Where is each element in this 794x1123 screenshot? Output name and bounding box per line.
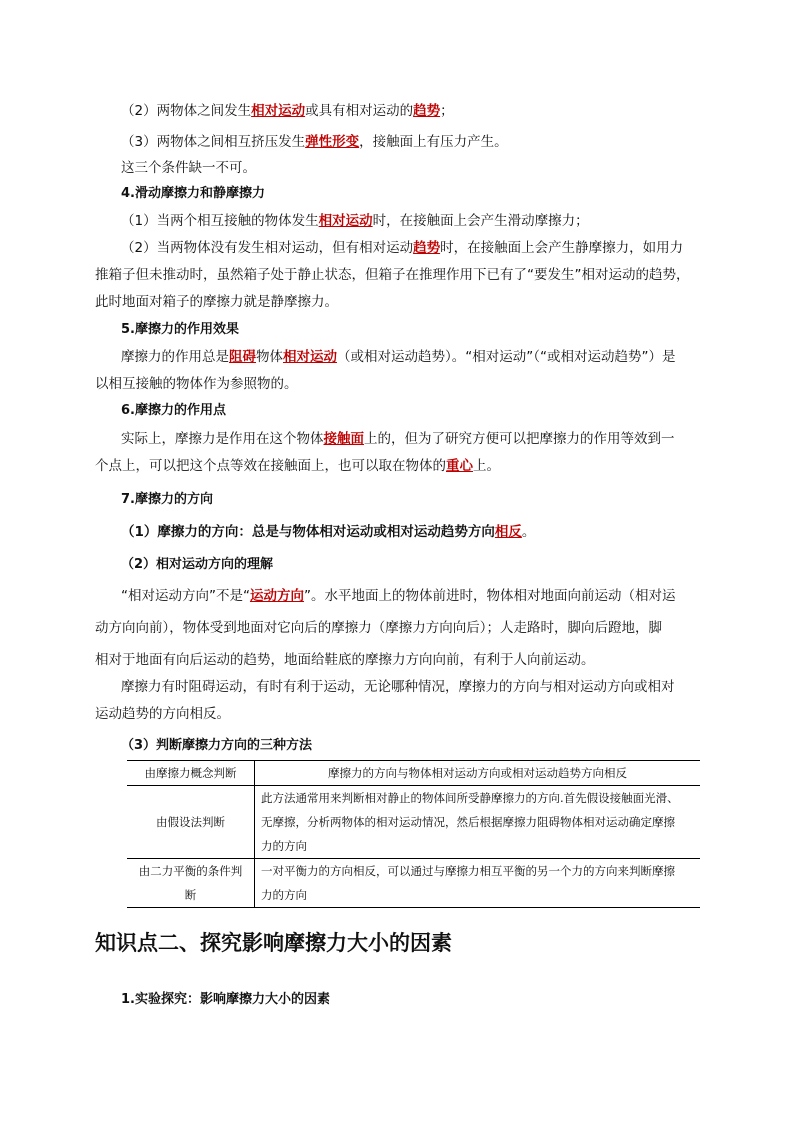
table-row bbox=[127, 786, 700, 859]
text: ，接触面上有压力产生。 bbox=[359, 134, 508, 150]
desc-line: 此方法通常用来判断相对静止的物体间所受静摩擦力的方向.首先假设接触面光滑、 bbox=[261, 791, 679, 805]
desc-line: 力的方向 bbox=[261, 839, 307, 853]
s6-line2 bbox=[95, 456, 705, 476]
text: “相对运动方向”不是“ bbox=[121, 588, 250, 604]
s7-d2-line4: 摩擦力有时阻碍运动，有时有利于运动，无论哪种情况，摩擦力的方向与相对运动方向或相对 bbox=[121, 679, 675, 695]
section-5-title: 5.摩擦力的作用效果 bbox=[121, 322, 239, 337]
s7-direction-2-title: （2）相对运动方向的理解 bbox=[121, 557, 274, 572]
method-desc bbox=[255, 859, 701, 908]
section-7-title: 7.摩擦力的方向 bbox=[121, 492, 213, 507]
section-4-title: 4.滑动摩擦力和静摩擦力 bbox=[121, 186, 265, 201]
name-line: 由二力平衡的条件判 bbox=[138, 864, 243, 878]
text: 物体 bbox=[256, 349, 283, 365]
keyword-relative-motion: 相对运动 bbox=[283, 349, 337, 365]
s7-direction-3-title: （3）判断摩擦力方向的三种方法 bbox=[121, 738, 313, 753]
text: （1）摩擦力的方向：总是与物体相对运动或相对运动趋势方向 bbox=[121, 524, 495, 540]
s7-d2-line1 bbox=[121, 586, 731, 606]
method-name bbox=[127, 859, 255, 908]
s7-d2-line2: 动方向向前），物体受到地面对它向后的摩擦力（摩擦力方向向后）；人走路时，脚向后蹬地，脚 bbox=[95, 620, 662, 636]
text: （2）当两物体没有发生相对运动，但有相对运动 bbox=[121, 240, 414, 256]
condition-3 bbox=[121, 132, 731, 152]
keyword-relative-motion: 相对运动 bbox=[251, 103, 306, 119]
method-desc: 摩擦力的方向与物体相对运动方向或相对运动趋势方向相反 bbox=[255, 761, 701, 786]
experiment-subtitle: 1.实验探究：影响摩擦力大小的因素 bbox=[121, 992, 330, 1007]
text: （2）两物体之间发生 bbox=[121, 103, 252, 119]
methods-table bbox=[127, 760, 700, 908]
s7-direction-1 bbox=[121, 522, 731, 542]
knowledge-point-2-title: 知识点二、探究影响摩擦力大小的因素 bbox=[95, 931, 452, 955]
text: 或具有相对运动的 bbox=[305, 103, 414, 119]
text: 个点上，可以把这个点等效在接触面上，也可以取在物体的 bbox=[95, 458, 446, 474]
desc-line: 力的方向 bbox=[261, 888, 307, 902]
text: 。 bbox=[521, 524, 536, 540]
method-desc bbox=[255, 786, 701, 859]
condition-2 bbox=[121, 101, 731, 121]
keyword: 趋势 bbox=[413, 240, 441, 256]
text: 时，在接触面上会产生滑动摩擦力； bbox=[372, 213, 589, 229]
text: ； bbox=[440, 103, 454, 119]
s4-p2-line3: 此时地面对箱子的摩擦力就是静摩擦力。 bbox=[95, 294, 338, 310]
keyword-contact-surface: 接触面 bbox=[323, 431, 364, 447]
s4-p1 bbox=[121, 211, 731, 231]
text: 上。 bbox=[473, 458, 500, 474]
section-6-title: 6.摩擦力的作用点 bbox=[121, 403, 226, 418]
keyword-opposite: 相反 bbox=[494, 524, 522, 540]
table-row bbox=[127, 761, 700, 786]
name-line: 断 bbox=[184, 888, 197, 902]
text: 上的，但为了研究方便可以把摩擦力的作用等效到一 bbox=[364, 431, 675, 447]
condition-note: 这三个条件缺一不可。 bbox=[121, 160, 256, 176]
s4-p2-line2: 推箱子但未推动时，虽然箱子处于静止状态，但箱子在推理作用下已有了“要发生”相对运动的趋势， bbox=[95, 267, 690, 283]
text: 摩擦力的作用总是 bbox=[121, 349, 229, 365]
text: （1）当两个相互接触的物体发生 bbox=[121, 213, 319, 229]
s7-d2-line5: 运动趋势的方向相反。 bbox=[95, 706, 230, 722]
keyword-motion-direction: 运动方向 bbox=[249, 588, 304, 604]
desc-line: 一对平衡力的方向相反，可以通过与摩擦力相互平衡的另一个力的方向来判断摩擦 bbox=[261, 864, 675, 878]
text: （或相对运动趋势）。“相对运动”（“或相对运动趋势”）是 bbox=[337, 349, 676, 365]
s7-d2-line3: 相对于地面有向后运动的趋势，地面给鞋底的摩擦力方向向前，有利于人向前运动。 bbox=[95, 652, 595, 668]
s4-p2-line1 bbox=[121, 238, 731, 258]
keyword-elastic-deformation: 弹性形变 bbox=[305, 134, 360, 150]
keyword-hinder: 阻碍 bbox=[229, 349, 256, 365]
s5-line2: 以相互接触的物体作为参照物的。 bbox=[95, 376, 298, 392]
keyword-center-of-gravity: 重心 bbox=[446, 458, 473, 474]
text: ”。水平地面上的物体前进时，物体相对地面向前运动（相对运 bbox=[303, 588, 676, 604]
text: 时，在接触面上会产生静摩擦力，如用力 bbox=[440, 240, 684, 256]
text: （3）两物体之间相互挤压发生 bbox=[121, 134, 306, 150]
keyword-trend: 趋势 bbox=[413, 103, 441, 119]
method-name: 由假设法判断 bbox=[127, 786, 255, 859]
text: 实际上，摩擦力是作用在这个物体 bbox=[121, 431, 324, 447]
table-row bbox=[127, 859, 700, 908]
keyword: 相对运动 bbox=[318, 213, 373, 229]
method-name: 由摩擦力概念判断 bbox=[127, 761, 255, 786]
s6-line1 bbox=[121, 429, 731, 449]
desc-line: 无摩擦，分析两物体的相对运动情况，然后根据摩擦力阻碍物体相对运动确定摩擦 bbox=[261, 815, 675, 829]
s5-line1 bbox=[121, 347, 731, 367]
